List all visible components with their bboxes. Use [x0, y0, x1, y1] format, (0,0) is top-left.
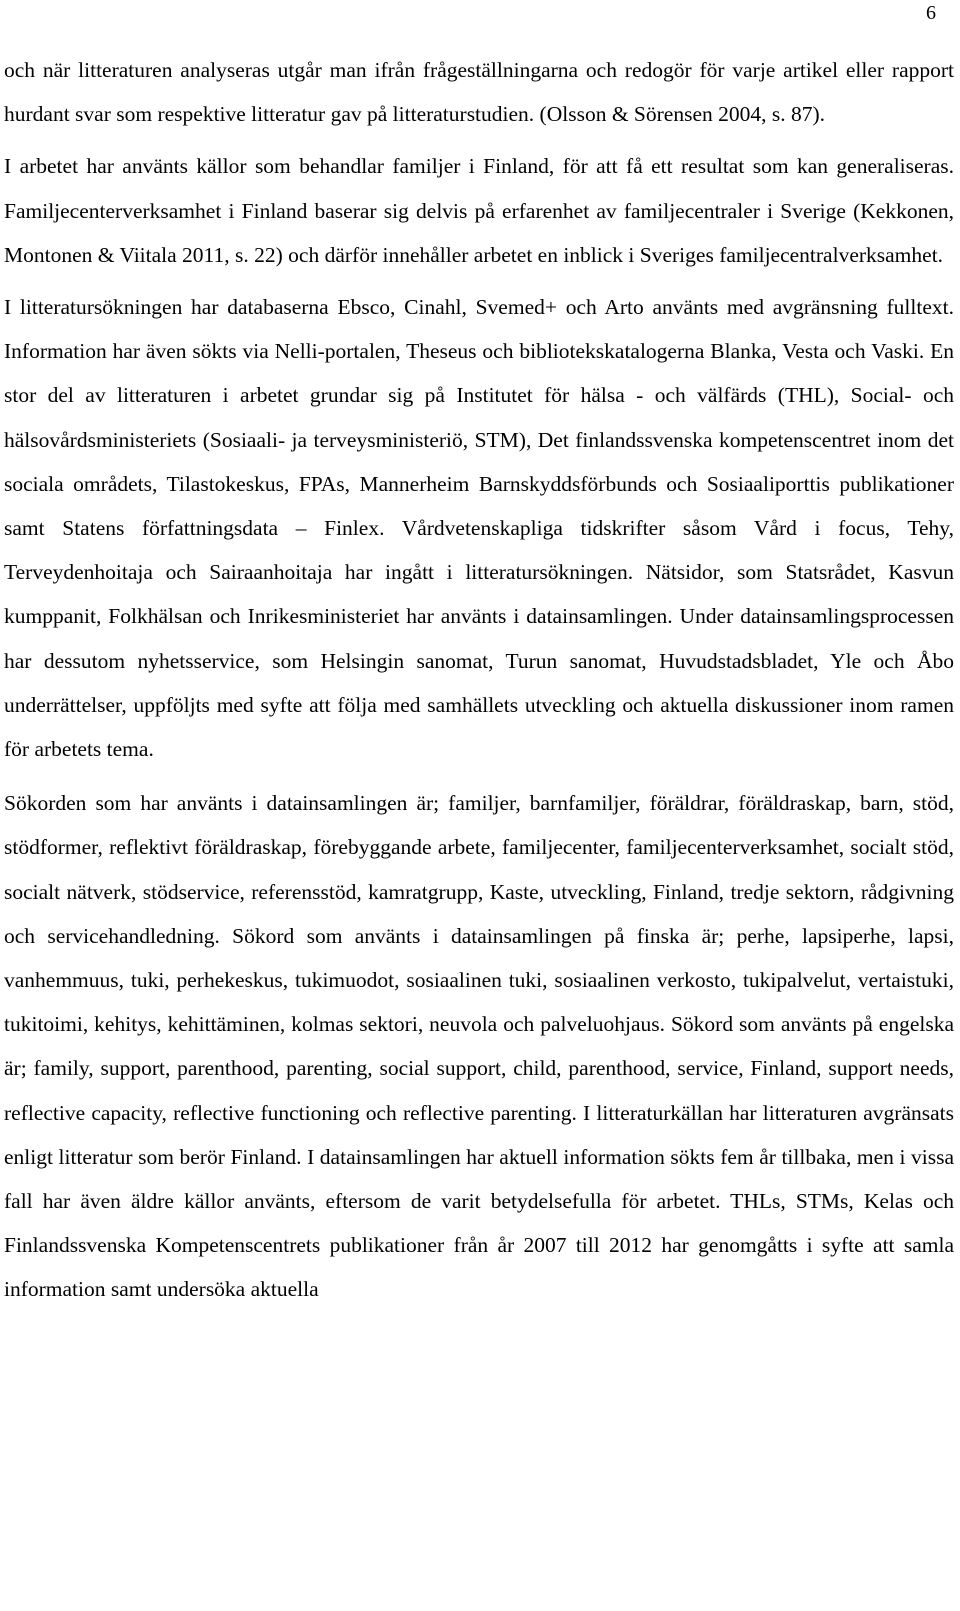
- paragraph-finland-sources: I arbetet har använts källor som behandlar familjer i Finland, för att få ett resultat som kan generaliseras. Familjecenterverksamhet i Finland baserar sig delvis på erfarenhet av familjecentraler i Sverige (Kekkonen, Montonen & Viitala 2011, s. 22) och därför innehåller arbetet en inblick i Sveriges familjecentralverksamhet.: [4, 154, 954, 267]
- document-body: [4, 48, 954, 1312]
- paragraph-search-terms: Sökorden som har använts i datainsamlingen är; familjer, barnfamiljer, föräldrar, föräldraskap, barn, stöd, stödformer, reflektivt föräldraskap, förebyggande arbete, familjecenter, familjecenterverksamhet, socialt stöd, socialt nätverk, stödservice, referensstöd, kamratgrupp, Kaste, utveckling, Finland, tredje sektorn, rådgivning och servicehandledning. Sökord som använts i datainsamlingen på finska är; perhe, lapsiperhe, lapsi, vanhemmuus, tuki, perhekeskus, tukimuodot, sosiaalinen tuki, sosiaalinen verkosto, tukipalvelut, vertaistuki, tukitoimi, kehitys, kehittäminen, kolmas sektori, neuvola och palveluohjaus. Sökord som använts på engelska är; family, support, parenthood, parenting, social support, child, parenthood, service, Finland, support needs, reflective capacity, reflective functioning och reflective parenting. I litteraturkällan har litteraturen avgränsats enligt litteratur som berör Finland. I datainsamlingen har aktuell information sökts fem år tillbaka, men i vissa fall har även äldre källor använts, eftersom de varit betydelsefulla för arbetet. THLs, STMs, Kelas och Finlandssvenska Kompetenscentrets publikationer från år 2007 till 2012 har genomgåtts i syfte att samla information samt undersöka aktuella: [4, 791, 954, 1302]
- paragraph-olsson-citation: och när litteraturen analyseras utgår man ifrån frågeställningarna och redogör för varje artikel eller rapport hurdant svar som respektive litteratur gav på litteraturstudien. (Olsson & Sörensen 2004, s. 87).: [4, 58, 954, 127]
- page-number: 6: [926, 2, 936, 24]
- paragraph-literature-search: I litteratursökningen har databaserna Ebsco, Cinahl, Svemed+ och Arto använts med avgränsning fulltext. Information har även sökts via Nelli-portalen, Theseus och bibliotekskatalogerna Blanka, Vesta och Vaski. En stor del av litteraturen i arbetet grundar sig på Institutet för hälsa - och välfärds (THL), Social- och hälsovårdsministeriets (Sosiaali- ja terveysministeriö, STM), Det finlandssvenska kompetenscentret inom det sociala områdets, Tilastokeskus, FPAs, Mannerheim Barnskyddsförbunds och Sosiaaliporttis publikationer samt Statens författningsdata – Finlex. Vårdvetenskapliga tidskrifter såsom Vård i focus, Tehy, Terveydenhoitaja och Sairaanhoitaja har ingått i litteratursökningen. Nätsidor, som Statsrådet, Kasvun kumppanit, Folkhälsan och Inrikesministeriet har använts i datainsamlingen. Under datainsamlingsprocessen har dessutom nyhetsservice, som Helsingin sanomat, Turun sanomat, Huvudstadsbladet, Yle och Åbo underrättelser, uppföljts med syfte att följa med samhällets utveckling och aktuella diskussioner inom ramen för arbetets tema.: [4, 295, 954, 762]
